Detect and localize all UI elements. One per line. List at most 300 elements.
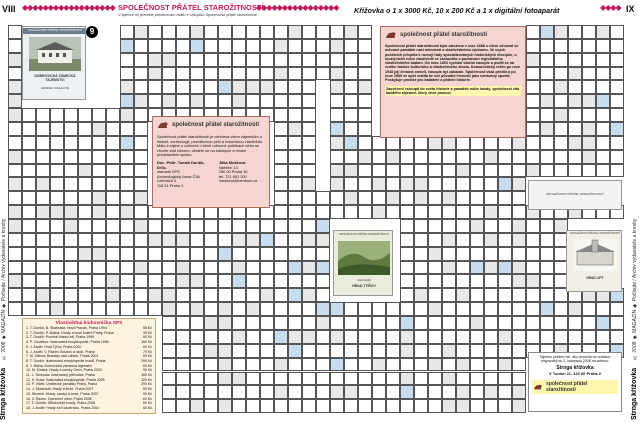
answer-cell[interactable] (540, 330, 554, 344)
answer-cell[interactable] (526, 316, 540, 330)
answer-cell[interactable] (232, 247, 246, 261)
answer-cell[interactable] (50, 122, 64, 136)
answer-cell[interactable] (344, 67, 358, 81)
answer-cell[interactable] (302, 53, 316, 67)
answer-cell[interactable] (36, 233, 50, 247)
answer-cell[interactable] (190, 53, 204, 67)
answer-cell[interactable] (162, 25, 176, 39)
answer-cell[interactable] (302, 358, 316, 372)
answer-cell[interactable] (414, 302, 428, 316)
answer-cell[interactable] (456, 247, 470, 261)
answer-cell[interactable] (526, 219, 540, 233)
answer-cell[interactable] (512, 316, 526, 330)
answer-cell[interactable] (148, 274, 162, 288)
answer-cell[interactable] (106, 108, 120, 122)
answer-cell[interactable] (400, 150, 414, 164)
answer-cell[interactable] (288, 372, 302, 386)
answer-cell[interactable] (302, 302, 316, 316)
answer-cell[interactable] (232, 385, 246, 399)
answer-cell[interactable] (204, 358, 218, 372)
answer-cell[interactable] (22, 247, 36, 261)
answer-cell[interactable] (316, 385, 330, 399)
answer-cell[interactable] (316, 358, 330, 372)
answer-cell[interactable] (414, 385, 428, 399)
answer-cell[interactable] (302, 316, 316, 330)
answer-cell[interactable] (316, 205, 330, 219)
answer-cell[interactable] (582, 25, 596, 39)
answer-cell[interactable] (50, 288, 64, 302)
answer-cell[interactable] (50, 233, 64, 247)
answer-cell[interactable] (344, 177, 358, 191)
answer-cell[interactable] (8, 39, 22, 53)
answer-cell[interactable] (176, 288, 190, 302)
answer-cell[interactable] (204, 67, 218, 81)
answer-cell[interactable] (22, 150, 36, 164)
answer-cell[interactable] (400, 233, 414, 247)
answer-cell[interactable] (596, 94, 610, 108)
answer-cell[interactable] (344, 344, 358, 358)
answer-cell[interactable] (400, 205, 414, 219)
answer-cell[interactable] (372, 150, 386, 164)
answer-cell[interactable] (274, 261, 288, 275)
answer-cell[interactable] (512, 164, 526, 178)
answer-cell[interactable] (568, 150, 582, 164)
answer-cell[interactable] (218, 274, 232, 288)
answer-cell[interactable] (120, 25, 134, 39)
answer-cell[interactable] (442, 316, 456, 330)
answer-cell[interactable] (358, 108, 372, 122)
answer-cell[interactable] (400, 288, 414, 302)
answer-cell[interactable] (120, 219, 134, 233)
answer-cell[interactable] (246, 288, 260, 302)
answer-cell[interactable] (540, 150, 554, 164)
answer-cell[interactable] (204, 302, 218, 316)
answer-cell[interactable] (246, 372, 260, 386)
answer-cell[interactable] (470, 191, 484, 205)
answer-cell[interactable] (36, 191, 50, 205)
answer-cell[interactable] (288, 247, 302, 261)
answer-cell[interactable] (204, 261, 218, 275)
answer-cell[interactable] (274, 25, 288, 39)
answer-cell[interactable] (176, 39, 190, 53)
answer-cell[interactable] (232, 358, 246, 372)
answer-cell[interactable] (456, 316, 470, 330)
answer-cell[interactable] (246, 219, 260, 233)
answer-cell[interactable] (344, 136, 358, 150)
answer-cell[interactable] (554, 302, 568, 316)
answer-cell[interactable] (232, 219, 246, 233)
answer-cell[interactable] (260, 358, 274, 372)
answer-cell[interactable] (288, 302, 302, 316)
answer-cell[interactable] (36, 164, 50, 178)
answer-cell[interactable] (414, 358, 428, 372)
answer-cell[interactable] (610, 108, 624, 122)
answer-cell[interactable] (414, 399, 428, 413)
answer-cell[interactable] (358, 358, 372, 372)
answer-cell[interactable] (120, 150, 134, 164)
answer-cell[interactable] (190, 67, 204, 81)
answer-cell[interactable] (330, 372, 344, 386)
answer-cell[interactable] (568, 330, 582, 344)
answer-cell[interactable] (64, 164, 78, 178)
answer-cell[interactable] (204, 372, 218, 386)
answer-cell[interactable] (526, 288, 540, 302)
answer-cell[interactable] (176, 330, 190, 344)
answer-cell[interactable] (274, 53, 288, 67)
answer-cell[interactable] (8, 302, 22, 316)
answer-cell[interactable] (22, 274, 36, 288)
answer-cell[interactable] (134, 136, 148, 150)
answer-cell[interactable] (36, 136, 50, 150)
answer-cell[interactable] (568, 80, 582, 94)
answer-cell[interactable] (134, 80, 148, 94)
answer-cell[interactable] (36, 150, 50, 164)
answer-cell[interactable] (442, 164, 456, 178)
answer-cell[interactable] (358, 191, 372, 205)
answer-cell[interactable] (190, 330, 204, 344)
answer-cell[interactable] (456, 261, 470, 275)
answer-cell[interactable] (568, 39, 582, 53)
answer-cell[interactable] (260, 385, 274, 399)
answer-cell[interactable] (414, 274, 428, 288)
answer-cell[interactable] (386, 330, 400, 344)
answer-cell[interactable] (246, 330, 260, 344)
answer-cell[interactable] (358, 316, 372, 330)
answer-cell[interactable] (302, 274, 316, 288)
answer-cell[interactable] (148, 94, 162, 108)
answer-cell[interactable] (120, 288, 134, 302)
answer-cell[interactable] (442, 302, 456, 316)
answer-cell[interactable] (274, 372, 288, 386)
answer-cell[interactable] (218, 288, 232, 302)
answer-cell[interactable] (50, 261, 64, 275)
answer-cell[interactable] (246, 399, 260, 413)
answer-cell[interactable] (106, 122, 120, 136)
answer-cell[interactable] (274, 177, 288, 191)
answer-cell[interactable] (176, 219, 190, 233)
answer-cell[interactable] (22, 164, 36, 178)
answer-cell[interactable] (204, 399, 218, 413)
answer-cell[interactable] (456, 205, 470, 219)
answer-cell[interactable] (610, 25, 624, 39)
answer-cell[interactable] (288, 316, 302, 330)
answer-cell[interactable] (456, 150, 470, 164)
answer-cell[interactable] (554, 94, 568, 108)
answer-cell[interactable] (274, 108, 288, 122)
answer-cell[interactable] (358, 53, 372, 67)
answer-cell[interactable] (400, 316, 414, 330)
answer-cell[interactable] (498, 344, 512, 358)
answer-cell[interactable] (358, 399, 372, 413)
answer-cell[interactable] (540, 80, 554, 94)
answer-cell[interactable] (190, 247, 204, 261)
answer-cell[interactable] (456, 372, 470, 386)
answer-cell[interactable] (288, 177, 302, 191)
answer-cell[interactable] (344, 108, 358, 122)
answer-cell[interactable] (22, 122, 36, 136)
answer-cell[interactable] (456, 330, 470, 344)
answer-cell[interactable] (526, 247, 540, 261)
answer-cell[interactable] (302, 39, 316, 53)
answer-cell[interactable] (36, 261, 50, 275)
answer-cell[interactable] (260, 316, 274, 330)
answer-cell[interactable] (260, 247, 274, 261)
answer-cell[interactable] (428, 316, 442, 330)
answer-cell[interactable] (246, 385, 260, 399)
answer-cell[interactable] (582, 80, 596, 94)
answer-cell[interactable] (218, 53, 232, 67)
answer-cell[interactable] (162, 385, 176, 399)
answer-cell[interactable] (582, 330, 596, 344)
answer-cell[interactable] (498, 261, 512, 275)
answer-cell[interactable] (400, 219, 414, 233)
answer-cell[interactable] (64, 274, 78, 288)
answer-cell[interactable] (78, 108, 92, 122)
answer-cell[interactable] (288, 233, 302, 247)
answer-cell[interactable] (190, 316, 204, 330)
answer-cell[interactable] (218, 25, 232, 39)
answer-cell[interactable] (120, 247, 134, 261)
answer-cell[interactable] (134, 205, 148, 219)
answer-cell[interactable] (302, 372, 316, 386)
answer-cell[interactable] (302, 108, 316, 122)
answer-cell[interactable] (358, 122, 372, 136)
answer-cell[interactable] (106, 261, 120, 275)
answer-cell[interactable] (162, 39, 176, 53)
answer-cell[interactable] (120, 53, 134, 67)
answer-cell[interactable] (64, 247, 78, 261)
answer-cell[interactable] (456, 177, 470, 191)
answer-cell[interactable] (246, 358, 260, 372)
answer-cell[interactable] (190, 358, 204, 372)
answer-cell[interactable] (92, 177, 106, 191)
answer-cell[interactable] (316, 191, 330, 205)
answer-cell[interactable] (106, 219, 120, 233)
answer-cell[interactable] (526, 150, 540, 164)
answer-cell[interactable] (344, 358, 358, 372)
answer-cell[interactable] (316, 219, 330, 233)
answer-cell[interactable] (22, 108, 36, 122)
answer-cell[interactable] (92, 108, 106, 122)
answer-cell[interactable] (358, 39, 372, 53)
answer-cell[interactable] (302, 94, 316, 108)
answer-cell[interactable] (274, 122, 288, 136)
answer-cell[interactable] (106, 164, 120, 178)
answer-cell[interactable] (218, 261, 232, 275)
answer-cell[interactable] (540, 136, 554, 150)
answer-cell[interactable] (358, 372, 372, 386)
answer-cell[interactable] (316, 247, 330, 261)
answer-cell[interactable] (428, 372, 442, 386)
answer-cell[interactable] (232, 67, 246, 81)
answer-cell[interactable] (78, 302, 92, 316)
answer-cell[interactable] (288, 136, 302, 150)
answer-cell[interactable] (190, 288, 204, 302)
answer-cell[interactable] (22, 191, 36, 205)
answer-cell[interactable] (260, 233, 274, 247)
answer-cell[interactable] (204, 330, 218, 344)
answer-cell[interactable] (204, 233, 218, 247)
answer-cell[interactable] (470, 385, 484, 399)
answer-cell[interactable] (134, 288, 148, 302)
answer-cell[interactable] (414, 219, 428, 233)
answer-cell[interactable] (582, 53, 596, 67)
answer-cell[interactable] (372, 302, 386, 316)
answer-cell[interactable] (8, 122, 22, 136)
answer-cell[interactable] (330, 399, 344, 413)
answer-cell[interactable] (246, 94, 260, 108)
answer-cell[interactable] (582, 316, 596, 330)
answer-cell[interactable] (288, 205, 302, 219)
answer-cell[interactable] (596, 316, 610, 330)
answer-cell[interactable] (106, 247, 120, 261)
answer-cell[interactable] (204, 80, 218, 94)
answer-cell[interactable] (428, 261, 442, 275)
answer-cell[interactable] (554, 53, 568, 67)
answer-cell[interactable] (288, 261, 302, 275)
answer-cell[interactable] (344, 316, 358, 330)
answer-cell[interactable] (190, 344, 204, 358)
answer-cell[interactable] (106, 205, 120, 219)
answer-cell[interactable] (330, 316, 344, 330)
answer-cell[interactable] (582, 67, 596, 81)
answer-cell[interactable] (120, 274, 134, 288)
answer-cell[interactable] (302, 150, 316, 164)
answer-cell[interactable] (540, 247, 554, 261)
answer-cell[interactable] (568, 25, 582, 39)
answer-cell[interactable] (288, 274, 302, 288)
answer-cell[interactable] (162, 219, 176, 233)
answer-cell[interactable] (134, 233, 148, 247)
answer-cell[interactable] (218, 67, 232, 81)
answer-cell[interactable] (596, 302, 610, 316)
answer-cell[interactable] (162, 80, 176, 94)
answer-cell[interactable] (204, 385, 218, 399)
answer-cell[interactable] (120, 94, 134, 108)
answer-cell[interactable] (470, 399, 484, 413)
answer-cell[interactable] (526, 80, 540, 94)
answer-cell[interactable] (358, 177, 372, 191)
answer-cell[interactable] (610, 330, 624, 344)
answer-cell[interactable] (526, 108, 540, 122)
answer-cell[interactable] (302, 399, 316, 413)
answer-cell[interactable] (554, 150, 568, 164)
answer-cell[interactable] (582, 39, 596, 53)
answer-cell[interactable] (302, 122, 316, 136)
answer-cell[interactable] (428, 274, 442, 288)
answer-cell[interactable] (470, 358, 484, 372)
answer-cell[interactable] (120, 302, 134, 316)
answer-cell[interactable] (246, 247, 260, 261)
answer-cell[interactable] (120, 191, 134, 205)
answer-cell[interactable] (232, 25, 246, 39)
answer-cell[interactable] (36, 122, 50, 136)
answer-cell[interactable] (204, 53, 218, 67)
answer-cell[interactable] (386, 385, 400, 399)
answer-cell[interactable] (50, 150, 64, 164)
answer-cell[interactable] (162, 67, 176, 81)
answer-cell[interactable] (316, 372, 330, 386)
answer-cell[interactable] (316, 261, 330, 275)
answer-cell[interactable] (372, 385, 386, 399)
answer-cell[interactable] (106, 191, 120, 205)
answer-cell[interactable] (358, 25, 372, 39)
answer-cell[interactable] (288, 358, 302, 372)
answer-cell[interactable] (512, 330, 526, 344)
answer-cell[interactable] (456, 233, 470, 247)
answer-cell[interactable] (274, 247, 288, 261)
answer-cell[interactable] (596, 122, 610, 136)
answer-cell[interactable] (344, 80, 358, 94)
answer-cell[interactable] (428, 385, 442, 399)
answer-cell[interactable] (484, 330, 498, 344)
answer-cell[interactable] (498, 219, 512, 233)
answer-cell[interactable] (596, 150, 610, 164)
answer-cell[interactable] (8, 261, 22, 275)
answer-cell[interactable] (8, 191, 22, 205)
answer-cell[interactable] (512, 344, 526, 358)
answer-cell[interactable] (498, 150, 512, 164)
answer-cell[interactable] (190, 385, 204, 399)
answer-cell[interactable] (148, 302, 162, 316)
answer-cell[interactable] (288, 399, 302, 413)
answer-cell[interactable] (386, 164, 400, 178)
answer-cell[interactable] (190, 261, 204, 275)
answer-cell[interactable] (568, 164, 582, 178)
answer-cell[interactable] (386, 205, 400, 219)
answer-cell[interactable] (274, 330, 288, 344)
answer-cell[interactable] (176, 344, 190, 358)
answer-cell[interactable] (218, 247, 232, 261)
answer-cell[interactable] (176, 302, 190, 316)
answer-cell[interactable] (274, 274, 288, 288)
answer-cell[interactable] (512, 358, 526, 372)
answer-cell[interactable] (134, 150, 148, 164)
answer-cell[interactable] (190, 80, 204, 94)
answer-cell[interactable] (484, 372, 498, 386)
answer-cell[interactable] (484, 219, 498, 233)
answer-cell[interactable] (106, 177, 120, 191)
answer-cell[interactable] (610, 302, 624, 316)
answer-cell[interactable] (330, 122, 344, 136)
answer-cell[interactable] (414, 344, 428, 358)
answer-cell[interactable] (92, 136, 106, 150)
answer-cell[interactable] (498, 372, 512, 386)
answer-cell[interactable] (344, 150, 358, 164)
answer-cell[interactable] (36, 302, 50, 316)
answer-cell[interactable] (358, 136, 372, 150)
answer-cell[interactable] (50, 247, 64, 261)
answer-cell[interactable] (120, 39, 134, 53)
answer-cell[interactable] (498, 191, 512, 205)
answer-cell[interactable] (50, 177, 64, 191)
answer-cell[interactable] (22, 219, 36, 233)
answer-cell[interactable] (288, 80, 302, 94)
answer-cell[interactable] (64, 136, 78, 150)
answer-cell[interactable] (484, 344, 498, 358)
answer-cell[interactable] (22, 261, 36, 275)
answer-cell[interactable] (78, 150, 92, 164)
answer-cell[interactable] (120, 67, 134, 81)
answer-cell[interactable] (526, 67, 540, 81)
answer-cell[interactable] (512, 288, 526, 302)
answer-cell[interactable] (260, 94, 274, 108)
answer-cell[interactable] (176, 316, 190, 330)
answer-cell[interactable] (148, 39, 162, 53)
answer-cell[interactable] (162, 247, 176, 261)
answer-cell[interactable] (568, 53, 582, 67)
answer-cell[interactable] (610, 94, 624, 108)
